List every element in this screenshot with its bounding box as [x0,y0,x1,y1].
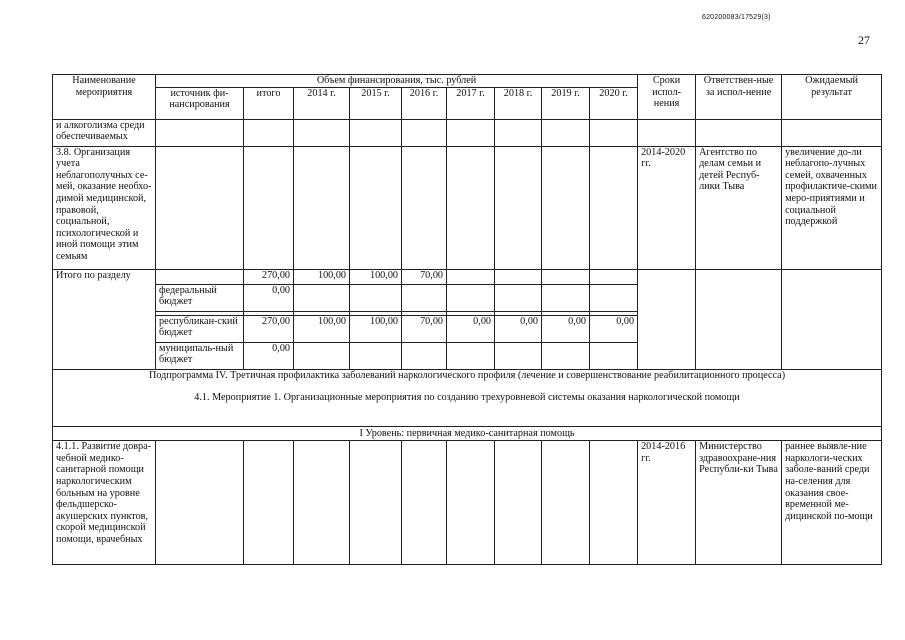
row-name: Итого по разделу [53,269,156,369]
cell-total: 270,00 [244,269,294,284]
header-year-2020: 2020 г. [590,87,638,119]
subprogram-title [53,369,882,426]
cell-2014: 100,00 [294,315,350,342]
level-title: I Уровень: первичная медико-санитарная помощь [53,426,882,441]
cell-2014: 100,00 [294,269,350,284]
cell-source: республикан-ский бюджет [156,315,244,342]
cell-2018: 0,00 [495,315,542,342]
row-terms: 2014-2020 гг. [638,146,696,269]
table-row [53,119,882,146]
header-responsible: Ответствен-ные за испол-нение [696,75,782,120]
table-row [53,269,882,284]
header-total: итого [244,87,294,119]
cell-2020: 0,00 [590,315,638,342]
header-financing: Объем финансирования, тыс. рублей [156,75,638,88]
row-result: увеличение до-ли неблагопо-лучных семей, охваченных профилактиче-скими меро-приятиями и социальной поддержкой [782,146,882,269]
event-title: 4.1. Мероприятие 1. Организационные мероприятия по созданию трехуровневой системы оказания наркологической помощи [194,392,740,404]
header-source: источник фи-нансирования [156,87,244,119]
cell-2015: 100,00 [350,315,402,342]
cell-2019: 0,00 [542,315,590,342]
header-year-2016: 2016 г. [402,87,447,119]
cell-total: 270,00 [244,315,294,342]
row-result: раннее выявле-ние наркологи-ческих заболе-ваний среди на-селения для оказания свое-временной ме-дицинской по-мощи [782,441,882,565]
cell-source: муниципаль-ный бюджет [156,342,244,369]
row-name: 3.8. Организация учета неблагополучных се-мей, оказание необхо-димой медицинской, правовой, социальной, психологической и иной помощи этим семьям [53,146,156,269]
row-responsible: Агентство по делам семьи и детей Респуб-лики Тыва [696,146,782,269]
header-year-2019: 2019 г. [542,87,590,119]
cell-2016: 70,00 [402,269,447,284]
cell-2015: 100,00 [350,269,402,284]
table-row [53,441,882,565]
financing-table [52,74,882,565]
header-name: Наименование мероприятия [53,75,156,120]
document-id: 620200083/17529(3) [702,14,771,21]
cell-total: 0,00 [244,284,294,311]
row-name: и алкоголизма среди обеспечиваемых [53,119,156,146]
cell-total: 0,00 [244,342,294,369]
table-row [53,146,882,269]
header-year-2018: 2018 г. [495,87,542,119]
header-year-2015: 2015 г. [350,87,402,119]
row-responsible: Министерство здравоохране-ния Республи-ки Тыва [696,441,782,565]
header-terms: Сроки испол-нения [638,75,696,120]
header-year-2014: 2014 г. [294,87,350,119]
cell-2017: 0,00 [447,315,495,342]
page-number: 27 [858,33,870,47]
cell-source: федеральный бюджет [156,284,244,311]
subprogram-text: Подпрограмма IV. Третичная профилактика заболеваний наркологического профиля (лечение и совершенствование реабилитационного процесса) [148,369,786,381]
header-result: Ожидаемый результат [782,75,882,120]
header-year-2017: 2017 г. [447,87,495,119]
cell-2016: 70,00 [402,315,447,342]
row-name: 4.1.1. Развитие довра-чебной медико-санитарной помощи наркологическим больным на уровне фельдшерско-акушерских пунктов, скорой медицинской помощи, врачебных [53,441,156,565]
row-terms: 2014-2016 гг. [638,441,696,565]
